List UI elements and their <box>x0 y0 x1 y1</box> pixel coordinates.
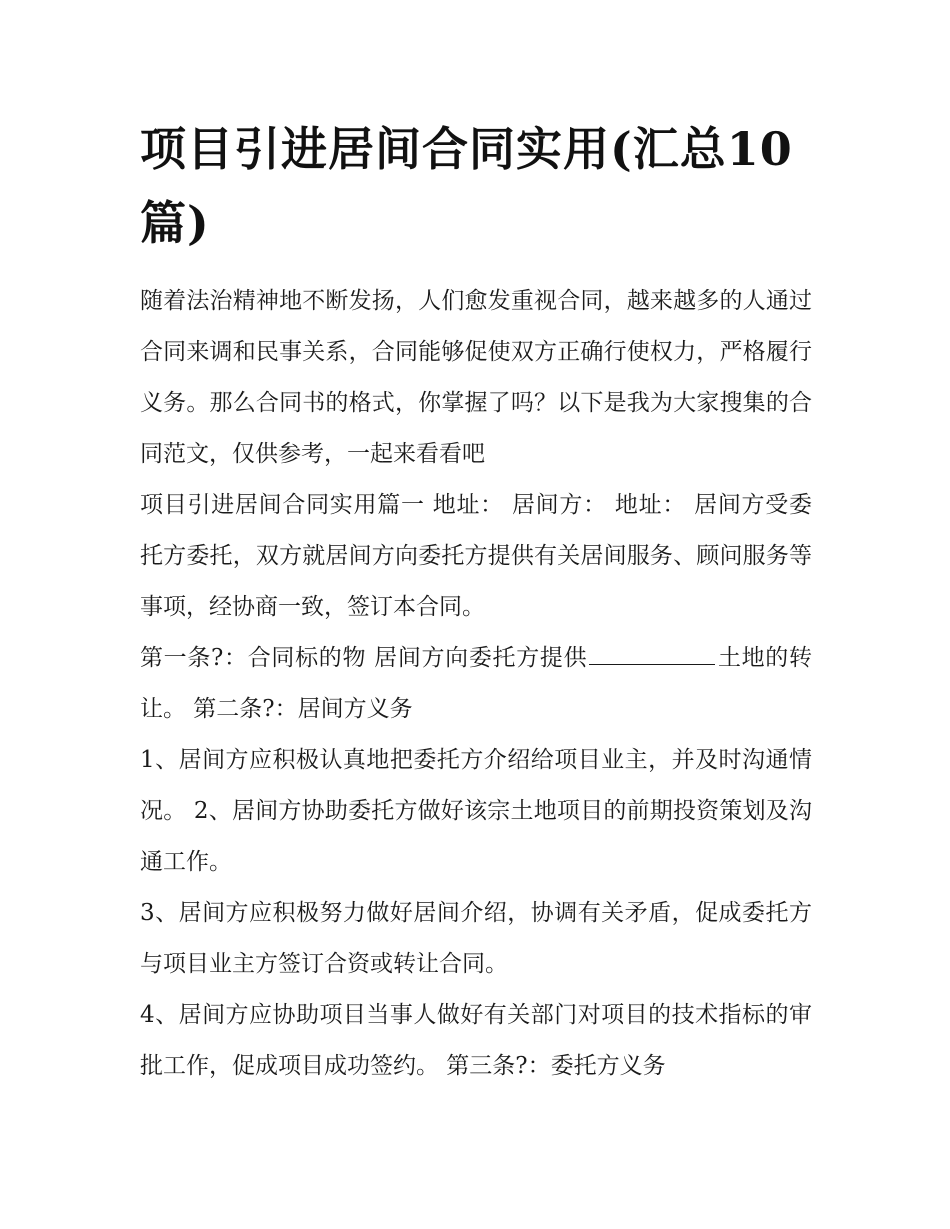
article-1-text: 第一条?：合同标的物 居间方向委托方提供 <box>140 645 588 671</box>
document-title: 项目引进居间合同实用(汇总10篇) <box>140 122 793 250</box>
item-3-paragraph: 3、居间方应积极努力做好居间介绍，协调有关矛盾，促成委托方与项目业主方签订合资或转让合同。 <box>140 900 812 977</box>
article-1-text-continued: 土地的转让。 第二条?：居间方义务 <box>140 645 812 722</box>
fill-in-blank <box>589 663 715 665</box>
intro-paragraph: 随着法治精神地不断发扬，人们愈发重视合同，越来越多的人通过合同来调和民事关系，合同能够促使双方正确行使权力，严格履行义务。那么合同书的格式，你掌握了吗？以下是我为大家搜集的合同范文，仅供参考，一起来看看吧 <box>140 288 812 467</box>
item-1-paragraph: 1、居间方应积极认真地把委托方介绍给项目业主，并及时沟通情况。 2、居间方协助委托方做好该宗土地项目的前期投资策划及沟通工作。 <box>140 747 812 875</box>
section-1-paragraph: 项目引进居间合同实用篇一 地址： 居间方： 地址： 居间方受委托方委托，双方就居间方向委托方提供有关居间服务、顾问服务等事项，经协商一致，签订本合同。 <box>140 492 812 620</box>
article-1-paragraph <box>140 633 812 735</box>
item-4-paragraph: 4、居间方应协助项目当事人做好有关部门对项目的技术指标的审批工作，促成项目成功签约。 第三条?：委托方义务 <box>140 1002 812 1079</box>
document-body <box>140 112 812 1092</box>
